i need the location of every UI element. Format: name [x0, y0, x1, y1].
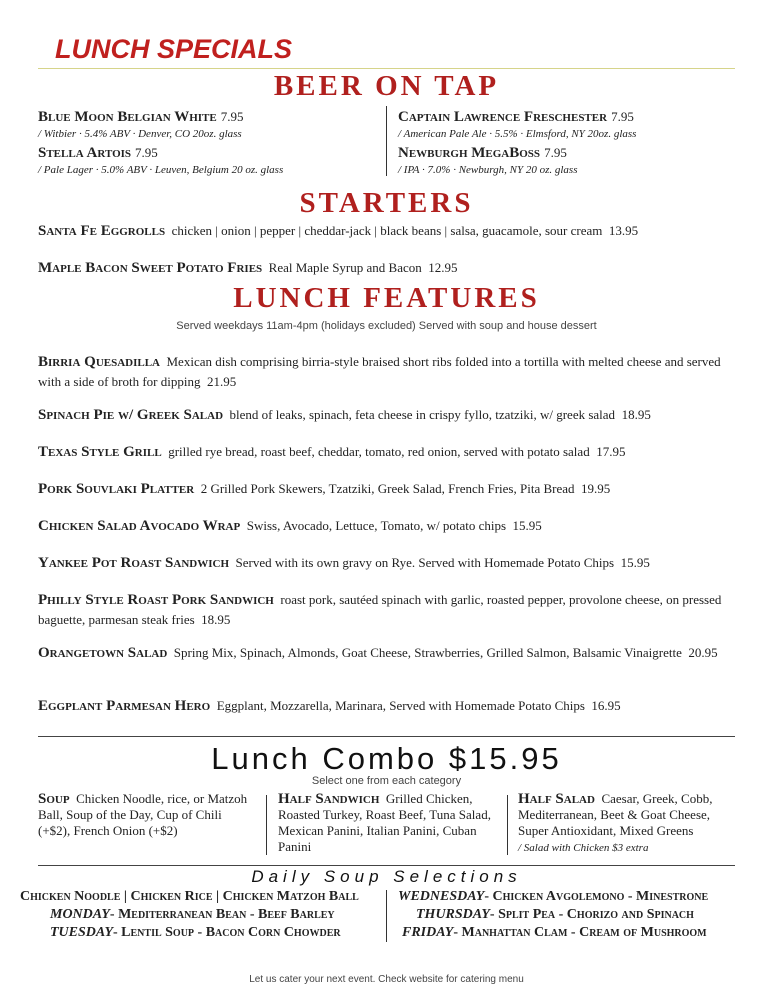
combo-column-name: Soup [38, 791, 70, 807]
beer-details: / IPA · 7.0% · Newburgh, NY 20 oz. glass [398, 164, 578, 176]
menu-item [38, 696, 738, 716]
beer-name: Newburgh MegaBoss [398, 145, 541, 161]
soup-day-text: - Chicken Avgolemono - Minestrone [484, 889, 709, 904]
title-rule [38, 68, 735, 69]
menu-item [38, 643, 738, 663]
combo-subtitle: Select one from each category [311, 775, 462, 787]
item-description: Swiss, Avocado, Lettuce, Tomato, w/ potato chips [246, 518, 507, 533]
combo-divider [266, 795, 267, 855]
beer-name: Blue Moon Belgian White [38, 109, 217, 125]
item-name: Texas Style Grill [38, 444, 162, 460]
soup-day: WEDNESDAY [398, 889, 485, 904]
item-name: Chicken Salad Avocado Wrap [38, 518, 241, 534]
soups-top-rule [38, 865, 735, 866]
item-description: roast pork, sautéed spinach with garlic, roasted pepper, provolone cheese, on pressed baguette, parmesan steak fries [38, 592, 722, 627]
item-price: 15.95 [620, 555, 650, 570]
menu-item [38, 258, 738, 278]
item-name: Eggplant Parmesan Hero [38, 698, 211, 714]
menu-item [38, 405, 738, 425]
soup-day: MONDAY [50, 907, 110, 922]
item-description: chicken | onion | pepper | cheddar-jack | black beans | salsa, guacamole, sour cream [171, 223, 603, 238]
item-price: 19.95 [581, 481, 611, 496]
menu-item [38, 479, 738, 499]
item-description: Spring Mix, Spinach, Almonds, Goat Cheese, Strawberries, Grilled Salmon, Balsamic Vinaigrette [173, 645, 682, 660]
item-price: 18.95 [201, 612, 231, 627]
item-price: 20.95 [688, 645, 718, 660]
starters-heading: STARTERS [299, 187, 474, 219]
beer-name: Stella Artois [38, 145, 132, 161]
combo-column-half-sandwich [278, 791, 496, 855]
item-price: 16.95 [591, 698, 621, 713]
combo-divider [507, 795, 508, 855]
item-price: 17.95 [596, 444, 626, 459]
soup-day-row [50, 906, 335, 924]
beer-heading: BEER ON TAP [273, 70, 500, 102]
item-name: Birria Quesadilla [38, 354, 160, 370]
soup-day-row [50, 924, 341, 942]
soup-day-text: - Split Pea - Chorizo and Spinach [489, 907, 694, 922]
soup-day-row [398, 888, 708, 906]
item-name: Santa Fe Eggrolls [38, 223, 166, 239]
page-title: LUNCH SPECIALS [55, 34, 293, 64]
beer-details: / Pale Lager · 5.0% ABV · Leuven, Belgium 20 oz. glass [38, 164, 284, 176]
item-description: 2 Grilled Pork Skewers, Tzatziki, Greek Salad, French Fries, Pita Bread [200, 481, 575, 496]
item-description: blend of leaks, spinach, feta cheese in crispy fyllo, tzatziki, w/ greek salad [229, 407, 616, 422]
item-name: Philly Style Roast Pork Sandwich [38, 592, 274, 608]
item-price: 18.95 [621, 407, 651, 422]
item-price: 12.95 [428, 260, 458, 275]
item-name: Maple Bacon Sweet Potato Fries [38, 260, 263, 276]
beer-price: 7.95 [135, 145, 158, 160]
combo-column-desc: Chicken Noodle, rice, or Matzoh Ball, Soup of the Day, Cup of Chili (+$2), French Onion (+$2) [38, 791, 248, 838]
combo-column-note: / Salad with Chicken $3 extra [518, 842, 649, 854]
soup-day-row [416, 906, 694, 924]
item-description: Served with its own gravy on Rye. Served with Homemade Potato Chips [235, 555, 615, 570]
combo-column-desc: Caesar, Greek, Cobb, Mediterranean, Beet & Goat Cheese, Super Antioxidant, Mixed Greens [518, 791, 713, 838]
beer-item [398, 109, 738, 142]
beer-price: 7.95 [611, 109, 634, 124]
beer-price: 7.95 [544, 145, 567, 160]
beer-item [398, 145, 738, 178]
soup-day-row [402, 924, 707, 942]
beer-item [38, 109, 378, 142]
soups-heading: Daily Soup Selections [251, 867, 522, 886]
soup-day-text: - Mediterranean Bean - Beef Barley [109, 907, 335, 922]
soup-everyday: Chicken Noodle | Chicken Rice | Chicken Matzoh Ball [20, 889, 359, 904]
item-price: 13.95 [608, 223, 639, 238]
soup-day: FRIDAY [402, 925, 454, 940]
combo-top-rule [38, 736, 735, 737]
beer-divider [386, 106, 387, 176]
item-description: Real Maple Syrup and Bacon [268, 260, 422, 275]
soup-day-text: - Lentil Soup - Bacon Corn Chowder [113, 925, 341, 940]
item-description: grilled rye bread, roast beef, cheddar, tomato, red onion, served with potato salad [168, 444, 590, 459]
item-price: 15.95 [512, 518, 542, 533]
combo-column-half-salad [518, 791, 740, 856]
combo-column-name: Half Sandwich [278, 791, 380, 807]
beer-price: 7.95 [220, 109, 244, 124]
features-subtitle: Served weekdays 11am-4pm (holidays excluded) Served with soup and house dessert [176, 320, 597, 332]
item-description: Eggplant, Mozzarella, Marinara, Served with Homemade Potato Chips [216, 698, 585, 713]
item-name: Spinach Pie w/ Greek Salad [38, 407, 224, 423]
soups-divider [386, 890, 387, 942]
item-price: 21.95 [206, 374, 237, 389]
beer-details: / American Pale Ale · 5.5% · Elmsford, NY 20oz. glass [398, 128, 637, 140]
beer-item [38, 145, 378, 178]
menu-item [38, 221, 738, 241]
beer-details: / Witbier · 5.4% ABV · Denver, CO 20oz. glass [38, 128, 242, 140]
soup-day-text: - Manhattan Clam - Cream of Mushroom [453, 925, 707, 940]
features-heading: LUNCH FEATURES [233, 282, 540, 314]
menu-item [38, 442, 738, 462]
menu-item [38, 590, 738, 629]
soup-day: THURSDAY [416, 907, 490, 922]
menu-item [38, 553, 738, 573]
menu-item [38, 352, 738, 391]
item-name: Yankee Pot Roast Sandwich [38, 555, 229, 571]
item-name: Orangetown Salad [38, 645, 168, 661]
item-description: Mexican dish comprising birria-style braised short ribs folded into a tortilla with melted cheese and served with a side of broth for dipping [38, 354, 721, 389]
combo-column-name: Half Salad [518, 791, 595, 807]
combo-column-soup [38, 791, 248, 839]
item-name: Pork Souvlaki Platter [38, 481, 195, 497]
beer-name: Captain Lawrence Freschester [398, 109, 608, 125]
combo-column-desc: Grilled Chicken, Roasted Turkey, Roast Beef, Tuna Salad, Mexican Panini, Italian Panini, Cuban Panini [278, 791, 491, 854]
combo-heading: Lunch Combo $15.95 [211, 741, 562, 776]
footer-note: Let us cater your next event. Check website for catering menu [249, 974, 524, 985]
soup-day: TUESDAY [50, 925, 114, 940]
menu-item [38, 516, 738, 536]
